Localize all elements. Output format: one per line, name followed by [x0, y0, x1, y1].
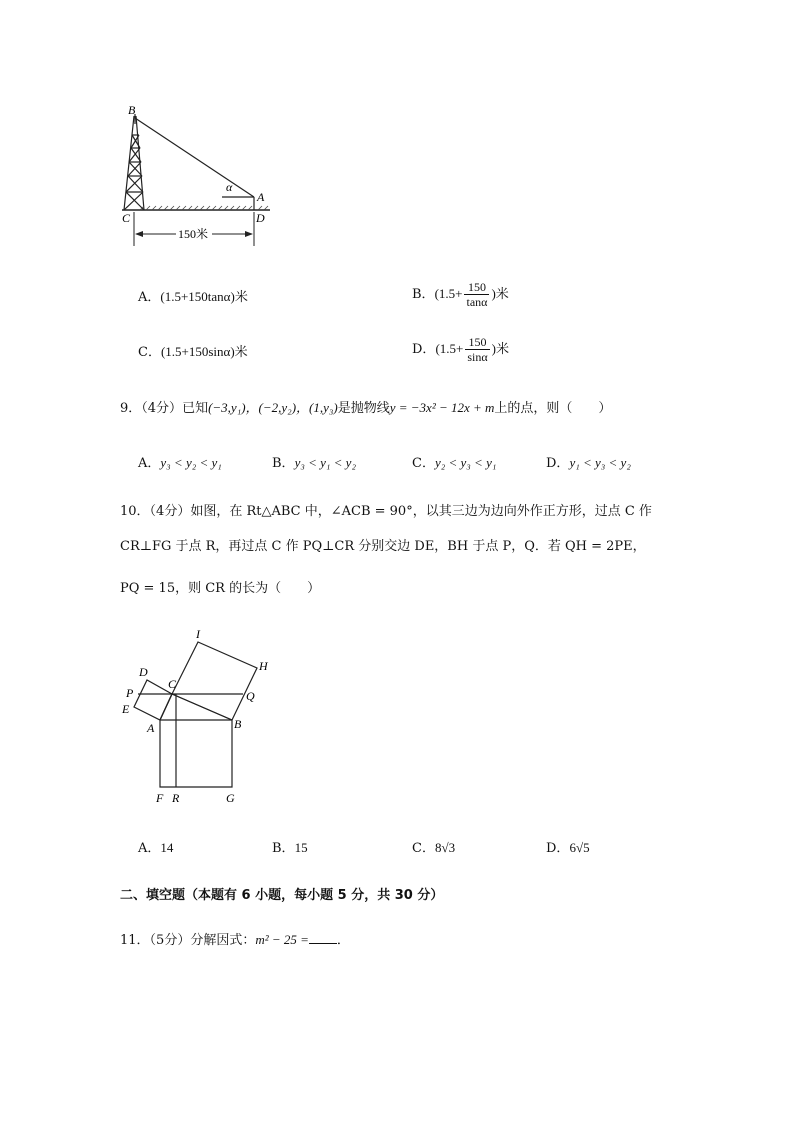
- fig2-label-r: R: [172, 791, 180, 805]
- fig2-label-p: P: [126, 686, 134, 700]
- q8-option-b[interactable]: [412, 280, 509, 309]
- tower-figure: [110, 100, 280, 250]
- q9-option-d[interactable]: [546, 453, 631, 474]
- q8-option-b-numerator: 150: [467, 280, 486, 294]
- fig2-label-i: I: [196, 627, 200, 641]
- q9-stem-2: 是抛物线: [337, 401, 390, 416]
- q10-line-3: PQ = 15，则 CR 的长为（ ）: [120, 581, 321, 596]
- q10-option-b-text: 15: [294, 840, 308, 855]
- q10-option-b[interactable]: [272, 838, 308, 859]
- q9-option-a[interactable]: [138, 453, 222, 474]
- dim-arrow-left: [135, 231, 143, 237]
- fig2-label-h: H: [259, 659, 268, 673]
- q9-points: (−3,y₁)，(−2,y₂)，(1,y₃): [208, 400, 338, 415]
- q9-option-c-text: y₂ < y₃ < y₁: [434, 455, 497, 470]
- q9-option-b-letter: B．: [272, 456, 295, 471]
- q8-option-b-post: )米: [491, 286, 509, 301]
- fig1-label-a: A: [257, 190, 265, 204]
- tower: [124, 114, 144, 210]
- q11-expression: m² − 25 =: [255, 932, 309, 947]
- dim-arrow-right: [245, 231, 253, 237]
- q10-option-c[interactable]: [412, 838, 455, 859]
- q9-option-d-letter: D．: [546, 456, 570, 471]
- squares-figure: [110, 622, 280, 812]
- q8-option-d-post: )米: [491, 341, 509, 356]
- q9-equation: y = −3x² − 12x + m: [389, 400, 495, 415]
- q9-option-c-letter: C．: [412, 456, 435, 471]
- q10-option-b-letter: B．: [272, 841, 295, 856]
- q9-option-b-text: y₃ < y₁ < y₂: [294, 455, 356, 470]
- q8-option-b-pre: (1.5+: [434, 286, 463, 301]
- q10-line-1: 10．（4分）如图，在 Rt△ABC 中，∠ACB = 90°，以其三边为边向外作正方形，过点 C 作: [120, 504, 652, 519]
- fig2-label-c: C: [168, 677, 177, 691]
- q10-option-a[interactable]: [138, 838, 173, 859]
- fig2-label-g: G: [226, 791, 235, 805]
- fig1-label-d: D: [256, 211, 265, 225]
- q8-option-a-text: (1.5+150tanα)米: [160, 289, 248, 304]
- fig2-label-f: F: [156, 791, 164, 805]
- q9-stem-1: 已知: [182, 401, 209, 416]
- square-abfg: [160, 720, 232, 787]
- sight-line: [135, 118, 254, 197]
- q10-line-2: CR⊥FG 于点 R，再过点 C 作 PQ⊥CR 分别交边 DE，BH 于点 P，Q．若 QH = 2PE，: [120, 539, 646, 554]
- q8-option-b-letter: B．: [412, 287, 435, 302]
- q10-option-c-text: 8√3: [434, 840, 456, 855]
- square-aced: [134, 680, 172, 720]
- fig1-label-b: B: [128, 103, 136, 117]
- q9-option-a-text: y₃ < y₂ < y₁: [160, 455, 222, 470]
- segment-ca: [160, 694, 172, 720]
- q8-option-b-denominator: tanα: [466, 295, 488, 309]
- fig2-label-b: B: [234, 717, 242, 731]
- fig2-label-q: Q: [246, 689, 255, 703]
- q10-option-d[interactable]: [546, 838, 590, 859]
- q9-stem: [120, 398, 611, 419]
- fig1-label-c: C: [122, 211, 131, 225]
- q11-text: 11．（5分）分解因式：: [120, 933, 256, 948]
- q8-option-d-denominator: sinα: [467, 350, 488, 364]
- fig1-label-alpha: α: [226, 180, 233, 194]
- q8-option-d-pre: (1.5+: [435, 341, 464, 356]
- q9-option-d-text: y₁ < y₃ < y₂: [569, 455, 631, 470]
- q8-option-d-numerator: 150: [468, 335, 487, 349]
- q8-option-a[interactable]: [138, 287, 248, 308]
- q8-option-d-fraction: [465, 335, 489, 364]
- q8-option-d[interactable]: [412, 335, 509, 364]
- fig1-dimension: 150米: [178, 227, 209, 241]
- q9-stem-3: 上的点，则（ ）: [494, 401, 612, 416]
- section-2-title: 二、填空题（本题有 6 小题，每小题 5 分，共 30 分）: [120, 888, 444, 903]
- q10-option-a-text: 14: [160, 840, 174, 855]
- q8-option-c-text: (1.5+150sinα)米: [160, 344, 248, 359]
- q10-option-d-letter: D．: [546, 841, 570, 856]
- q8-option-a-letter: A．: [138, 290, 161, 305]
- q9-option-c[interactable]: [412, 453, 496, 474]
- fig2-label-e: E: [122, 702, 130, 716]
- q9-number: 9．: [120, 401, 142, 416]
- fig2-label-d: D: [139, 665, 148, 679]
- q8-option-d-letter: D．: [412, 342, 436, 357]
- q8-option-b-fraction: [464, 280, 489, 309]
- q11: [120, 930, 350, 951]
- q8-option-c[interactable]: [138, 342, 248, 363]
- q10-option-c-letter: C．: [412, 841, 435, 856]
- q8-option-c-letter: C．: [138, 345, 161, 360]
- q9-option-b[interactable]: [272, 453, 356, 474]
- fig2-label-a: A: [147, 721, 155, 735]
- q9-option-a-letter: A．: [138, 456, 161, 471]
- q11-answer-blank[interactable]: [309, 931, 337, 944]
- q9-score: （4分）: [141, 401, 183, 416]
- q11-end: ．: [336, 933, 350, 948]
- q10-option-a-letter: A．: [138, 841, 161, 856]
- q10-option-d-text: 6√5: [569, 840, 590, 855]
- square-cbhi: [172, 642, 257, 720]
